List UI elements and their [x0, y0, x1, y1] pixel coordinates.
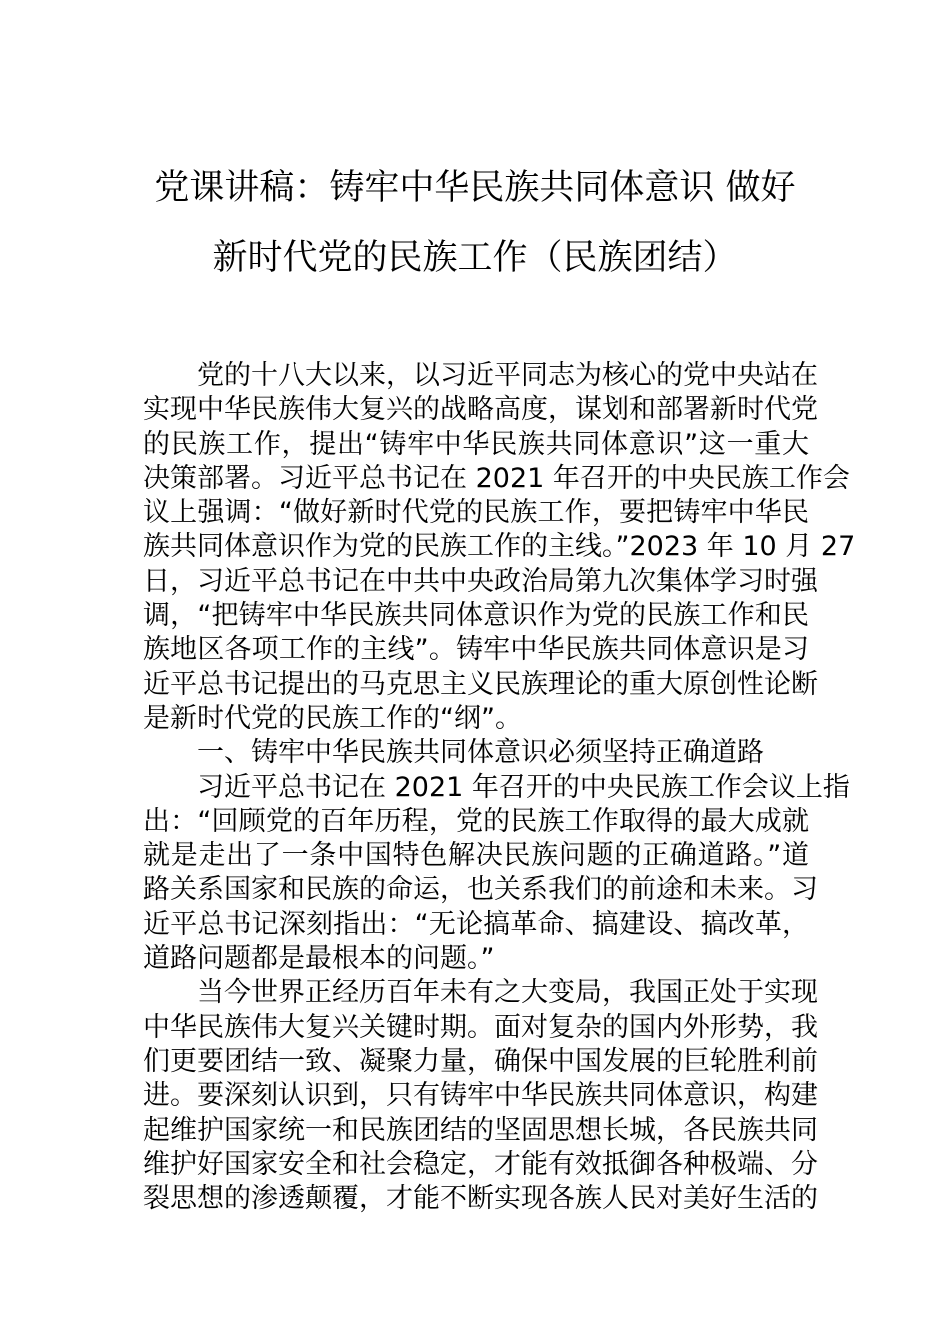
paragraph-line: 起维护国家统一和民族团结的坚固思想长城，各民族共同	[143, 1114, 818, 1146]
paragraph-line: 是新时代党的民族工作的“纲”。	[143, 702, 522, 734]
paragraph-line: 中华民族伟大复兴关键时期。面对复杂的国内外形势，我	[143, 1011, 818, 1043]
paragraph-line: 近平总书记提出的马克思主义民族理论的重大原创性论断	[143, 668, 818, 700]
paragraph-line: 裂思想的渗透颠覆，才能不断实现各族人民对美好生活的	[143, 1183, 818, 1215]
paragraph-line: 族地区各项工作的主线”。铸牢中华民族共同体意识是习	[143, 634, 809, 666]
paragraph-line: 决策部署。习近平总书记在 2021 年召开的中央民族工作会	[143, 462, 850, 494]
paragraph-line: 近平总书记深刻指出：“无论搞革命、搞建设、搞改革，	[143, 908, 809, 940]
paragraph-line: 出：“回顾党的百年历程，党的民族工作取得的最大成就	[143, 805, 809, 837]
paragraph-line: 维护好国家安全和社会稳定，才能有效抵御各种极端、分	[143, 1148, 818, 1180]
document-body	[143, 359, 856, 1216]
paragraph-line: 习近平总书记在 2021 年召开的中央民族工作会议上指	[197, 771, 850, 803]
section-heading: 一、铸牢中华民族共同体意识必须坚持正确道路	[197, 737, 764, 769]
paragraph-line: 调，“把铸牢中华民族共同体意识作为党的民族工作和民	[143, 600, 809, 632]
paragraph-line: 实现中华民族伟大复兴的战略高度，谋划和部署新时代党	[143, 394, 818, 426]
paragraph-line: 路关系国家和民族的命运，也关系我们的前途和未来。习	[143, 874, 818, 906]
paragraph-line: 道路问题都是最根本的问题。”	[143, 943, 495, 975]
document-title-line-2: 新时代党的民族工作（民族团结）	[212, 238, 738, 278]
paragraph-line: 族共同体意识作为党的民族工作的主线。”2023 年 10 月 27	[143, 531, 856, 563]
paragraph-line: 当今世界正经历百年未有之大变局，我国正处于实现	[197, 977, 818, 1009]
paragraph-line: 日，习近平总书记在中共中央政治局第九次集体学习时强	[143, 565, 818, 597]
paragraph-line: 进。要深刻认识到，只有铸牢中华民族共同体意识，构建	[143, 1080, 818, 1112]
paragraph-line: 党的十八大以来，以习近平同志为核心的党中央站在	[197, 360, 818, 391]
paragraph-line: 们更要团结一致、凝聚力量，确保中国发展的巨轮胜利前	[143, 1045, 818, 1077]
paragraph-line: 的民族工作，提出“铸牢中华民族共同体意识”这一重大	[143, 428, 809, 460]
document-title-line-1: 党课讲稿：铸牢中华民族共同体意识 做好	[154, 168, 796, 208]
paragraph-line: 就是走出了一条中国特色解决民族问题的正确道路。”道	[143, 840, 809, 872]
paragraph-line: 议上强调：“做好新时代党的民族工作，要把铸牢中华民	[143, 497, 809, 529]
